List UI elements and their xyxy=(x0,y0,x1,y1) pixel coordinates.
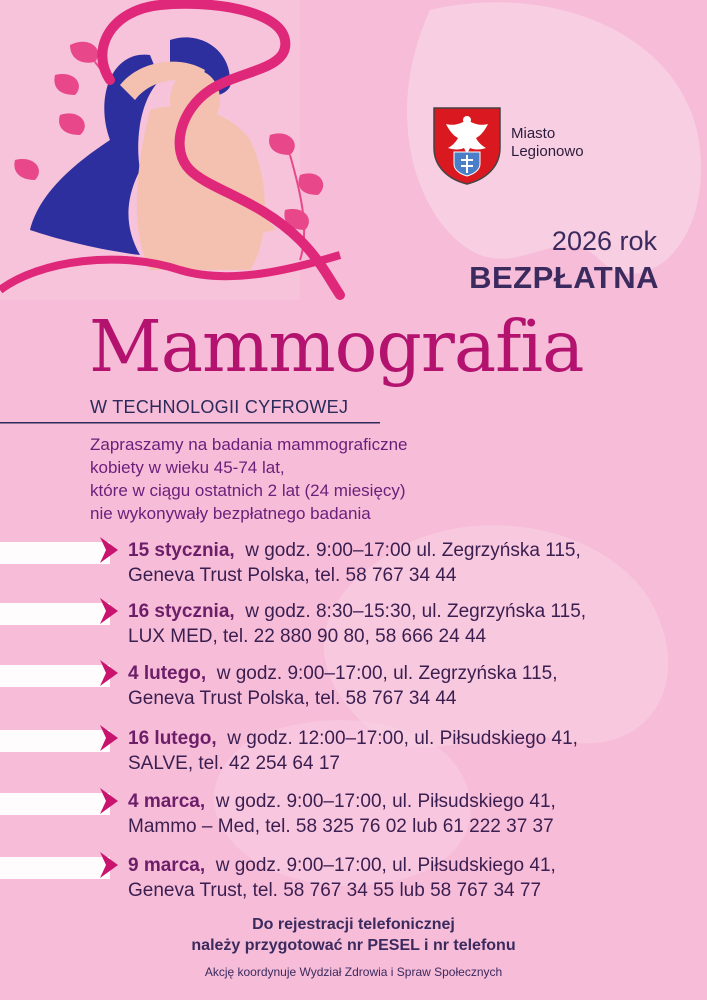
city-name-line2: Legionowo xyxy=(511,143,584,160)
free-label: BEZPŁATNA xyxy=(469,260,659,295)
schedule-entry xyxy=(128,661,688,711)
schedule-entry xyxy=(128,789,688,839)
schedule-entry-line1 xyxy=(128,538,688,563)
intro-line: Zapraszamy na badania mammograficzne xyxy=(90,435,408,454)
schedule-entry-line2: LUX MED, tel. 22 880 90 80, 58 666 24 44 xyxy=(128,626,487,647)
schedule-entry xyxy=(128,538,688,588)
schedule-details: w godz. 12:00–17:00, ul. Piłsudskiego 41, xyxy=(227,728,578,749)
schedule-entry xyxy=(128,599,688,649)
page-title: Mammografia xyxy=(89,305,584,388)
schedule-date: 9 marca, xyxy=(128,855,206,876)
schedule-entry xyxy=(128,853,688,903)
schedule-entry-line1 xyxy=(128,726,688,751)
schedule-date: 15 stycznia, xyxy=(128,540,235,561)
city-name xyxy=(511,125,621,161)
schedule-date: 4 marca, xyxy=(128,791,206,812)
schedule-entry-line1 xyxy=(128,789,688,814)
schedule-entry xyxy=(128,726,688,776)
schedule-date: 16 lutego, xyxy=(128,728,217,749)
schedule-entry-line1 xyxy=(128,853,688,878)
schedule-entry-line2: Geneva Trust Polska, tel. 58 767 34 44 xyxy=(128,688,457,709)
schedule-entry-line1 xyxy=(128,661,688,686)
schedule-entry-line2: Mammo – Med, tel. 58 325 76 02 lub 61 222 37 37 xyxy=(128,816,554,837)
registration-note-line1: Do rejestracji telefonicznej xyxy=(252,916,455,933)
schedule-details: w godz. 9:00–17:00, ul. Piłsudskiego 41, xyxy=(215,855,556,876)
schedule-details: w godz. 9:00–17:00, ul. Zegrzyńska 115, xyxy=(216,663,558,684)
legionowo-coat-of-arms-icon xyxy=(432,106,502,186)
year-label: 2026 rok xyxy=(551,226,657,256)
schedule-entry-line1 xyxy=(128,599,688,624)
intro-line: które w ciągu ostatnich 2 lat (24 miesięcy) xyxy=(90,481,406,500)
schedule-details: w godz. 9:00–17:00 ul. Zegrzyńska 115, xyxy=(245,540,581,561)
schedule-entry-line2: SALVE, tel. 42 254 64 17 xyxy=(128,753,340,774)
schedule-details: w godz. 9:00–17:00, ul. Piłsudskiego 41, xyxy=(215,791,556,812)
subtitle: W TECHNOLOGII CYFROWEJ xyxy=(90,397,349,417)
intro-line: kobiety w wieku 45-74 lat, xyxy=(90,458,285,477)
schedule-entry-line2: Geneva Trust, tel. 58 767 34 55 lub 58 767 34 77 xyxy=(128,880,542,901)
woman-illustration xyxy=(0,0,350,305)
schedule-date: 4 lutego, xyxy=(128,663,207,684)
registration-note-line2: należy przygotować nr PESEL i nr telefonu xyxy=(191,937,516,954)
intro-line: nie wykonywały bezpłatnego badania xyxy=(90,504,371,523)
subtitle-divider xyxy=(0,422,380,425)
city-name-line1: Miasto xyxy=(511,125,556,142)
coordination-note: Akcję koordynuje Wydział Zdrowia i Spraw Społecznych xyxy=(204,965,503,979)
schedule-date: 16 stycznia, xyxy=(128,601,235,622)
intro-text xyxy=(90,433,510,525)
schedule-entry-line2: Geneva Trust Polska, tel. 58 767 34 44 xyxy=(128,565,457,586)
registration-note xyxy=(0,914,707,956)
schedule-details: w godz. 8:30–15:30, ul. Zegrzyńska 115, xyxy=(245,601,587,622)
